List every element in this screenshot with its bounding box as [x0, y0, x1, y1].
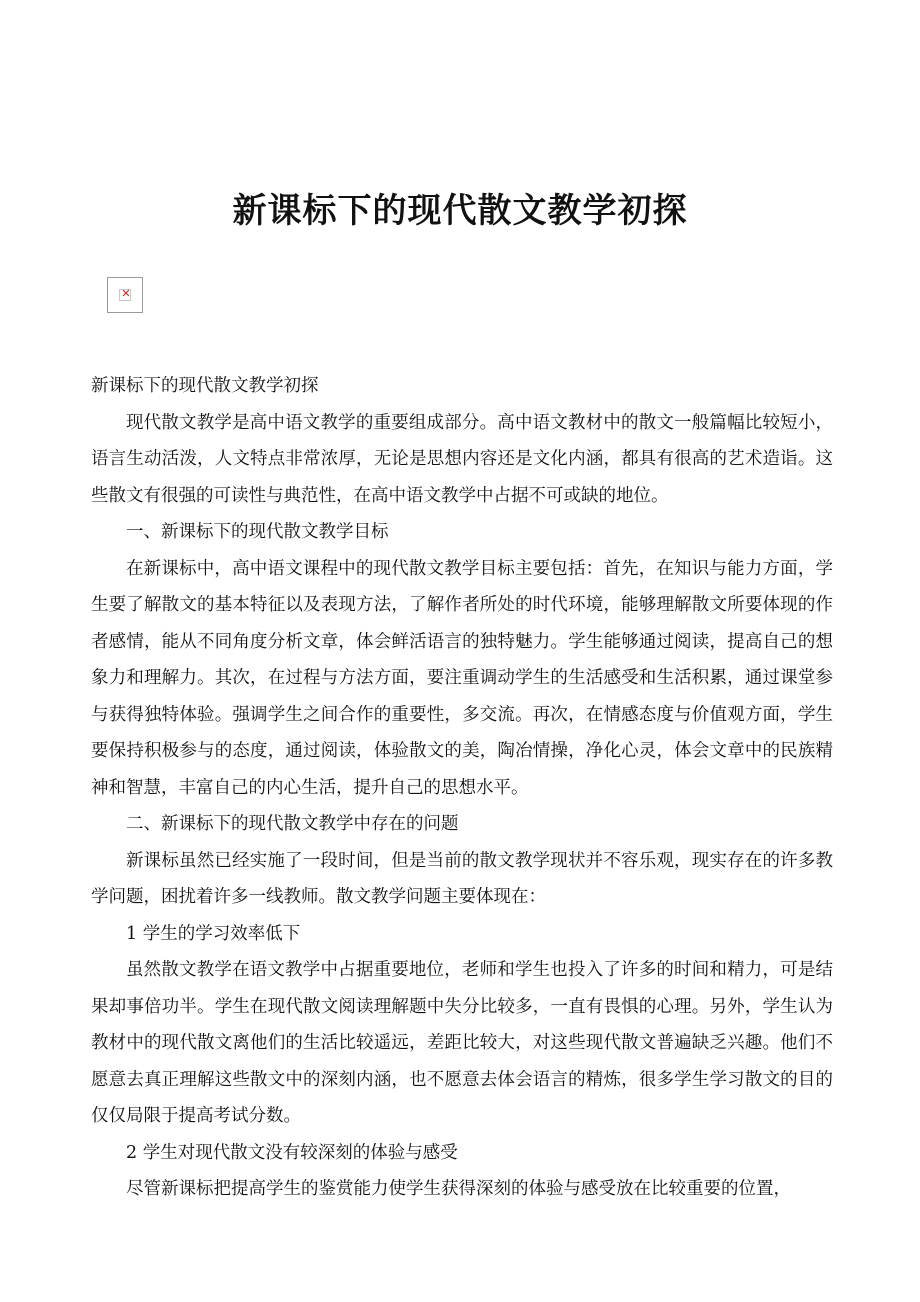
section-heading-2: 二、新课标下的现代散文教学中存在的问题 — [126, 814, 459, 834]
close-icon: ✕ — [121, 287, 131, 300]
subheading-1: 1 学生的学习效率低下 — [126, 923, 301, 944]
broken-image-icon — [107, 277, 143, 313]
paragraph-intro: 现代散文教学是高中语文教学的重要组成部分。高中语文教材中的散文一般篇幅比较短小，语言生动活泼，人文特点非常浓厚，无论是思想内容还是文化内涵，都具有很高的艺术造诣。这些散文有很强的可读性与典范性，在高中语文教学中占据不可或缺的地位。 — [91, 412, 833, 506]
broken-image-frame — [119, 289, 131, 301]
paragraph-efficiency: 虽然散文教学在语文教学中占据重要地位，老师和学生也投入了许多的时间和精力，可是结果却事倍功半。学生在现代散文阅读理解题中失分比较多，一直有畏惧的心理。另外，学生认为教材中的现代散文离他们的生活比较遥远，差距比较大，对这些现代散文普遍缺乏兴趣。他们不愿意去真正理解这些散文中的深刻内涵，也不愿意去体会语言的精炼，很多学生学习散文的目的仅仅局限于提高考试分数。 — [91, 960, 833, 1126]
document-body — [91, 368, 833, 1208]
subheading-2: 2 学生对现代散文没有较深刻的体验与感受 — [126, 1142, 458, 1163]
document-subtitle: 新课标下的现代散文教学初探 — [91, 376, 319, 396]
section-heading-1: 一、新课标下的现代散文教学目标 — [126, 522, 389, 542]
document-title: 新课标下的现代散文教学初探 — [232, 191, 688, 231]
paragraph-problems: 新课标虽然已经实施了一段时间，但是当前的散文教学现状并不容乐观，现实存在的许多教学问题，困扰着许多一线教师。散文教学问题主要体现在： — [91, 850, 833, 907]
paragraph-experience: 尽管新课标把提高学生的鉴赏能力使学生获得深刻的体验与感受放在比较重要的位置， — [126, 1179, 791, 1199]
paragraph-goals: 在新课标中，高中语文课程中的现代散文教学目标主要包括：首先，在知识与能力方面，学生要了解散文的基本特征以及表现方法，了解作者所处的时代环境，能够理解散文所要体现的作者感情，能从不同角度分析文章，体会鲜活语言的独特魅力。学生能够通过阅读，提高自己的想象力和理解力。其次，在过程与方法方面，要注重调动学生的生活感受和生活积累，通过课堂参与获得独特体验。强调学生之间合作的重要性，多交流。再次，在情感态度与价值观方面，学生要保持积极参与的态度，通过阅读，体验散文的美，陶冶情操，净化心灵，体会文章中的民族精神和智慧，丰富自己的内心生活，提升自己的思想水平。 — [91, 558, 833, 798]
